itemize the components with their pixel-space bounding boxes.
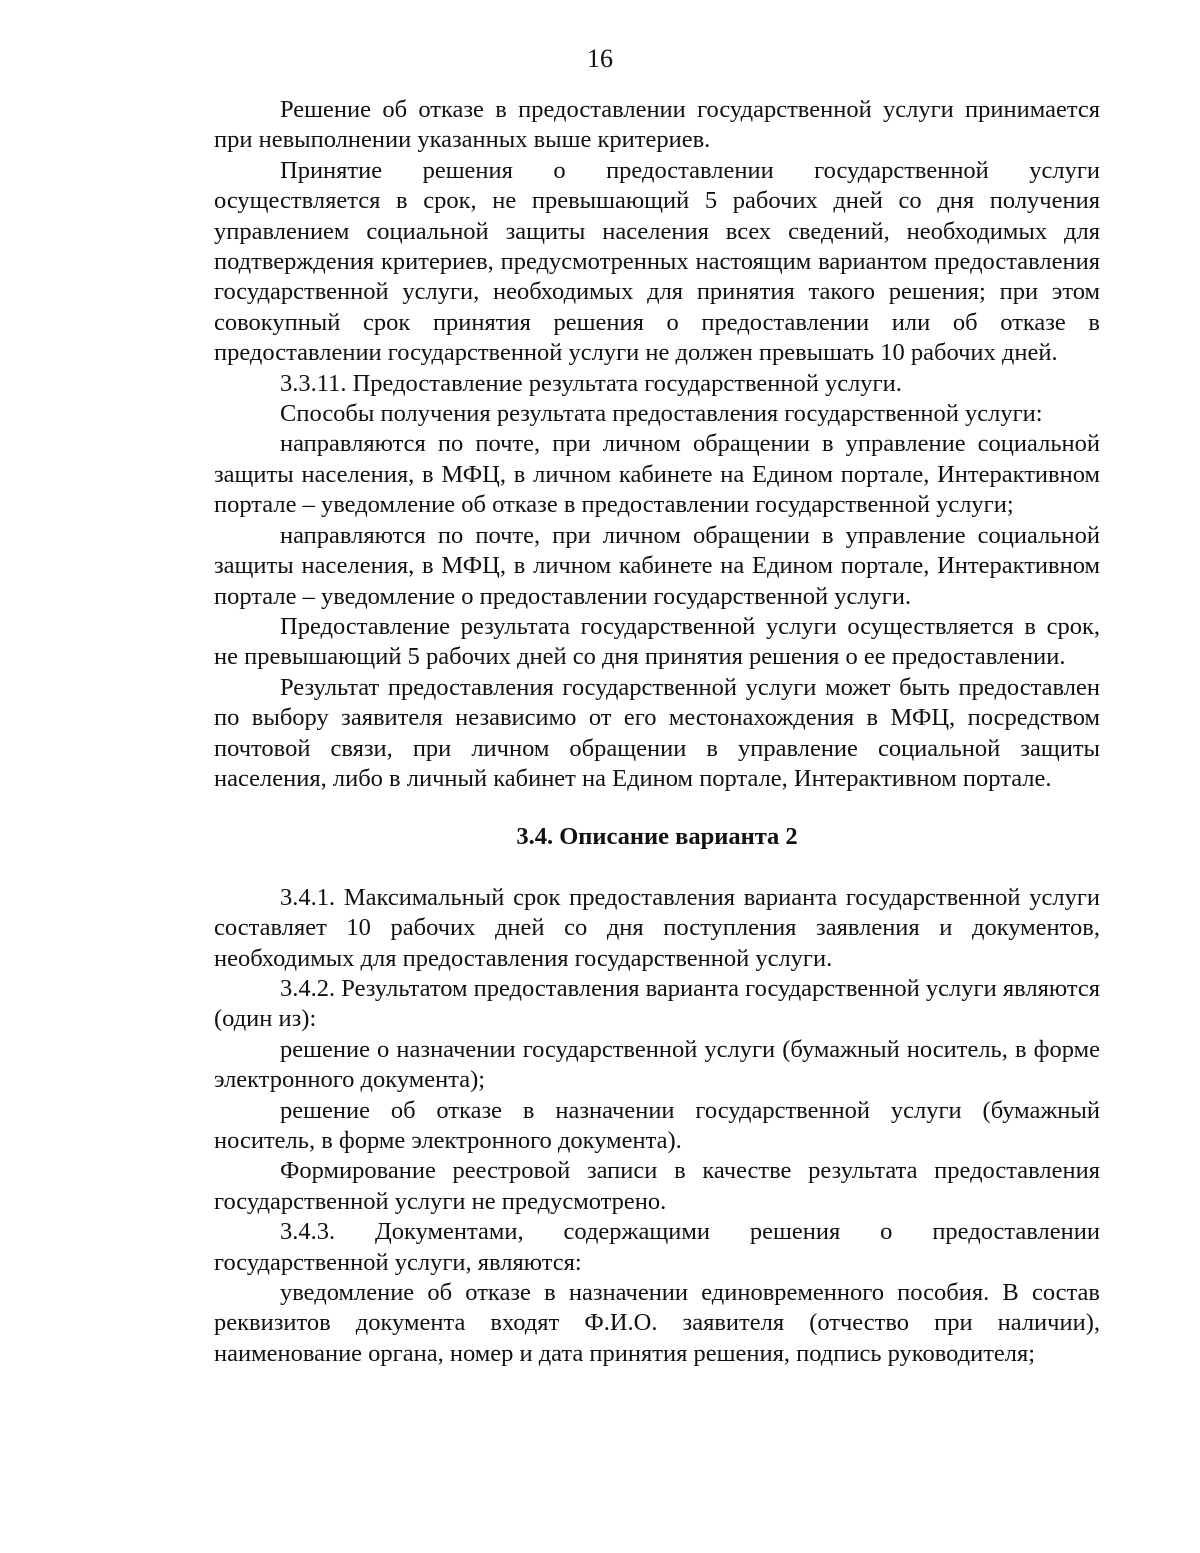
paragraph: направляются по почте, при личном обращении в управление социальной защиты населения, в МФЦ, в личном кабинете на Едином портале, Интерактивном портале – уведомление об отказе в предоставлении государственной услуги;: [214, 430, 1100, 519]
paragraph: 3.4.3. Документами, содержащими решения о предоставлении государственной услуги, являются:: [214, 1218, 1100, 1276]
paragraph: решение об отказе в назначении государственной услуги (бумажный носитель, в форме электронного документа).: [214, 1096, 1100, 1154]
paragraph: 3.4.1. Максимальный срок предоставления варианта государственной услуги составляет 10 рабочих дней со дня поступления заявления и документов, необходимых для предоставления государственной услуги.: [214, 883, 1100, 972]
paragraph: решение о назначении государственной услуги (бумажный носитель, в форме электронного документа);: [214, 1035, 1100, 1094]
paragraph: Предоставление результата государственной услуги осуществляется в срок, не превышающий 5 рабочих дней со дня принятия решения о ее предоставлении.: [214, 612, 1100, 671]
paragraph: направляются по почте, при личном обращении в управление социальной защиты населения, в МФЦ, в личном кабинете на Едином портале, Интерактивном портале – уведомление о предоставлении государственной услуги.: [214, 521, 1100, 610]
paragraph: Решение об отказе в предоставлении государственной услуги принимается при невыполнении указанных выше критериев.: [214, 96, 1100, 154]
paragraph: Принятие решения о предоставлении государственной услуги осуществляется в срок, не превышающий 5 рабочих дней со дня получения управлением социальной защиты населения всех сведений, необходимых для подтверждения критериев, предусмотренных настоящим вариантом предоставления государственной услуги, необходимых для принятия такого решения; при этом совокупный срок принятия решения о предоставлении или об отказе в предоставлении государственной услуги не должен превышать 10 рабочих дней.: [214, 156, 1100, 367]
paragraph: 3.4.2. Результатом предоставления варианта государственной услуги являются (один из):: [214, 974, 1100, 1033]
paragraph: 3.3.11. Предоставление результата государственной услуги.: [280, 369, 902, 397]
paragraph: Способы получения результата предоставления государственной услуги:: [280, 400, 1043, 428]
paragraph: Результат предоставления государственной услуги может быть предоставлен по выбору заявителя независимо от его местонахождения в МФЦ, посредством почтовой связи, при личном обращении в управление социальной защиты населения, либо в личный кабинет на Едином портале, Интерактивном портале.: [214, 673, 1100, 792]
page-number: 16: [587, 44, 613, 73]
document-body: [214, 95, 1100, 1369]
paragraph: уведомление об отказе в назначении единовременного пособия. В состав реквизитов документа входят Ф.И.О. заявителя (отчество при наличии), наименование органа, номер и дата принятия решения, подпись руководителя;: [214, 1279, 1100, 1367]
paragraph: Формирование реестровой записи в качестве результата предоставления государственной услуги не предусмотрено.: [214, 1157, 1100, 1215]
section-heading: 3.4. Описание варианта 2: [516, 823, 798, 851]
